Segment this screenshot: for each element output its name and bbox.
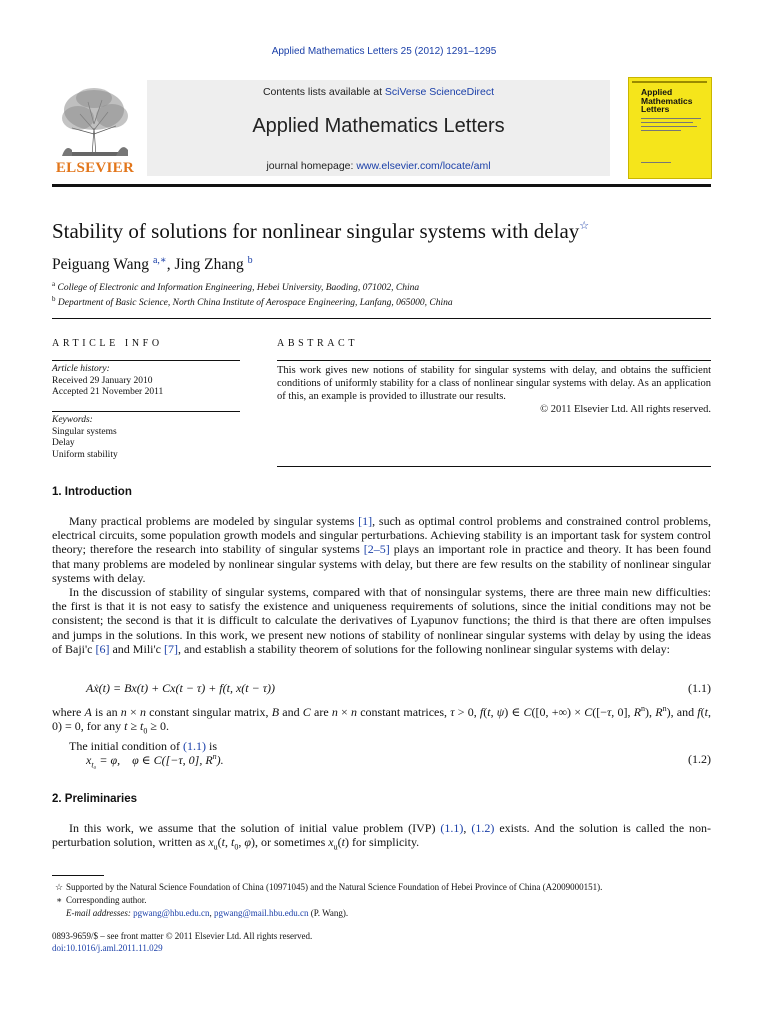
divider [52, 360, 240, 361]
title-footnote-mark[interactable]: ☆ [579, 220, 590, 232]
author-name: Jing Zhang [174, 256, 244, 274]
citation[interactable]: [7] [163, 641, 178, 656]
sciencedirect-link[interactable]: SciVerse ScienceDirect [384, 86, 495, 98]
email-link[interactable]: pgwang@mail.hbu.edu.cn [213, 908, 309, 918]
article-history: Article history: Received 29 January 2010 Accepted 21 November 2011 [52, 364, 164, 397]
footnote-corresponding: ∗ Corresponding author. [55, 895, 147, 905]
author-marks[interactable]: a,∗ [152, 255, 167, 266]
equation-description: where A is an n × n constant singular matrix, B and C are n × n constant matrices, τ > 0, f(t, ψ) ∈ C([0, +∞) × C([−τ, 0], $R^n$), $R^n$), and f(t, 0) = 0, for any $t \ge t_0 \ge 0$. The initial condition of (1.1) is [52, 704, 711, 753]
divider [277, 360, 711, 361]
article-info-heading: ARTICLE INFO [52, 338, 163, 349]
copyright: © 2011 Elsevier Ltd. All rights reserved. [540, 404, 711, 415]
section-heading: 2. Preliminaries [52, 793, 138, 805]
intro-paragraphs: Many practical problems are modeled by singular systems [1], such as optimal control problems and constrained control problems, electrical circuits, some population growth models and singular perturbations. Achieving stability is an important task for system control theory; therefore the research into stability of singular systems [2–5] plays an important role in practice and theory. It has been found that many problems are modeled by nonlinear singular systems with delay, but there are few results on the stability of nonlinear singular systems with delay. In the discussion of stability of singular systems, compared with that of nonsingular systems, there are three main new difficulties: the first is that it is not easy to satisfy the existence and uniqueness requirements of solutions, since the initial conditions may not be consistent; the second is that it is difficult to calculate the derivatives of Lyapunov functions; the third is that there are often impulses and jumps in the solutions. In this work, we present new notions of stability of nonlinear singular systems with delay by using the ideas of Baji'c [6] and Mili'c [7], and establish a stability theorem of solutions for the following nonlinear singular systems with delay: [52, 514, 712, 656]
citation[interactable]: [6] [95, 641, 110, 656]
email-link[interactable]: pgwang@hbu.edu.cn [133, 908, 210, 918]
prelim-paragraph: In this work, we assume that the solution of initial value problem (IVP) (1.1), (1.2) exists. And the solution is called the non-perturbation solution, written as $x_u(t$, $t_0$, φ), or sometimes $x_u(t)$ for simplicity. [52, 821, 712, 852]
equation-reference[interactable]: (1.1) [440, 821, 464, 835]
keyword: Uniform stability [52, 449, 118, 460]
cover-decoration [641, 122, 693, 123]
equation-1-1: Aẋ(t) = Bx(t) + Cx(t − τ) + f(t, x(t − τ)) [86, 681, 276, 695]
cover-decoration [641, 162, 671, 163]
author-list: Peiguang Wang $^{a,∗}$, Jing Zhang $^b$ [52, 255, 253, 274]
equation-reference[interactable]: (1.2) [471, 821, 495, 835]
publisher-logo-text: ELSEVIER [55, 160, 135, 176]
equation-number: (1.1) [688, 681, 711, 695]
keyword: Delay [52, 438, 75, 448]
issn-line: 0893-9659/$ – see front matter © 2011 Elsevier Ltd. All rights reserved. [52, 931, 313, 941]
affiliation: $^b$ Department of Basic Science, North China Institute of Aerospace Engineering, Lanfang, 065000, China [52, 295, 453, 309]
journal-title: Applied Mathematics Letters [252, 115, 505, 137]
article-title: Stability of solutions for nonlinear singular systems with delay☆ [52, 219, 590, 243]
header-rule [52, 184, 711, 187]
author-marks[interactable]: b [247, 255, 253, 266]
equation-reference[interactable]: (1.1) [182, 738, 206, 753]
author-name: Peiguang Wang [52, 256, 150, 274]
cover-decoration [632, 81, 707, 83]
section-heading: 1. Introduction [52, 486, 132, 498]
equation-number: (1.2) [688, 752, 711, 766]
cover-title: Applied Mathematics Letters [641, 87, 693, 114]
citation[interactable]: [2–5] [363, 542, 390, 557]
homepage-link[interactable]: www.elsevier.com/locate/aml [356, 160, 491, 172]
keywords-block: Keywords: Singular systems Delay Uniform stability [52, 415, 118, 460]
journal-reference[interactable]: Applied Mathematics Letters 25 (2012) 1291–1295 [271, 46, 497, 57]
homepage-line: journal homepage: www.elsevier.com/locate/aml [266, 160, 491, 172]
doi-link[interactable]: doi:10.1016/j.aml.2011.11.029 [52, 943, 163, 953]
footnote-rule [52, 875, 104, 876]
cover-decoration [641, 130, 681, 131]
journal-masthead [147, 80, 610, 176]
abstract-heading: ABSTRACT [277, 338, 359, 349]
divider [52, 411, 240, 412]
keyword: Singular systems [52, 426, 117, 437]
footnote-email: E-mail addresses: pgwang@hbu.edu.cn, pgwang@mail.hbu.edu.cn (P. Wang). [66, 908, 349, 918]
contents-line: Contents lists available at SciVerse ScienceDirect [262, 86, 495, 98]
cover-decoration [641, 118, 701, 119]
journal-cover-image [628, 77, 712, 179]
section-rule [52, 318, 711, 319]
divider [277, 466, 711, 467]
equation-1-2: $x_{t_0} = \varphi$, φ ∈ C([−τ, 0], $R^n$). [86, 752, 224, 770]
affiliation: $^a$ College of Electronic and Information Engineering, Hebei University, Baoding, 071002, China [52, 280, 420, 294]
abstract: This work gives new notions of stability for singular systems with delay, and obtains the sufficient conditions of uniformly stability for a class of nonlinear singular systems with delay. As an application of this, an example is provided to illustrate our results. © 2011 Elsevier Ltd. All rights reserved. [277, 365, 711, 415]
cover-decoration [641, 126, 697, 127]
footnote-funding: ☆ Supported by the Natural Science Foundation of China (10971045) and the Natural Science Foundation of Hebei Province of China (A2009000151). [54, 882, 603, 892]
citation[interactable]: [1] [358, 514, 373, 528]
